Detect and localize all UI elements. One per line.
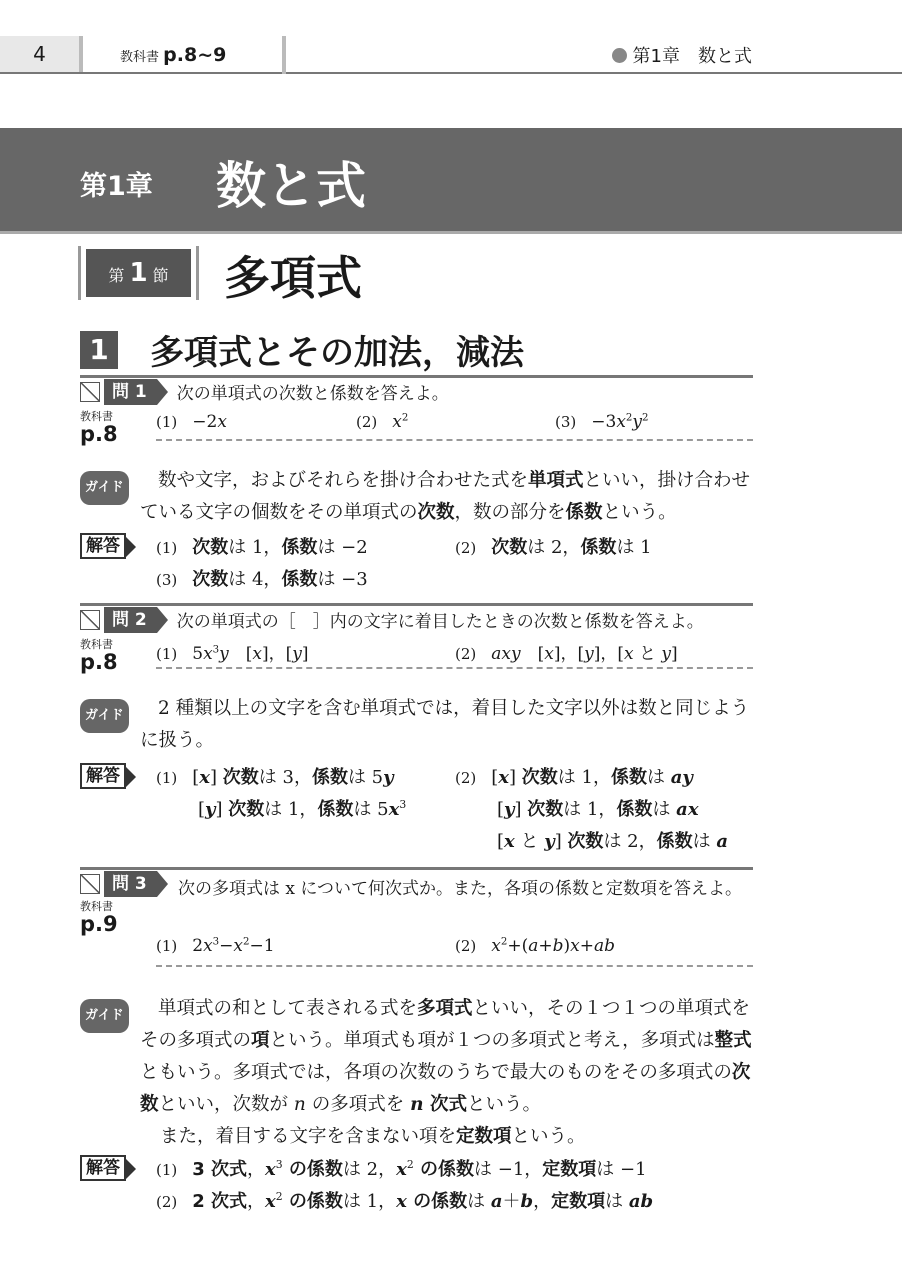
item-number: (2) (455, 937, 492, 955)
item-number: (1) (156, 769, 193, 787)
guide-text (80, 465, 753, 529)
math-var: x (544, 644, 554, 664)
text: ] (670, 644, 678, 664)
bold-term: 係数 (281, 537, 318, 558)
math-var: y (205, 799, 216, 820)
math-var: a (716, 831, 729, 852)
guide-text (80, 693, 753, 757)
bold-term: の係数 (413, 1159, 475, 1180)
guide-body (140, 998, 752, 1115)
text: は −2 (317, 537, 368, 558)
superscript: 3 (212, 936, 220, 948)
text: は 1， (228, 537, 282, 558)
text: という。 (602, 502, 677, 523)
item (156, 639, 309, 664)
text: という。 (467, 1094, 542, 1115)
superscript: 2 (625, 412, 633, 424)
bold-term: 2 次式 (192, 1191, 248, 1212)
bold-term: 次数 (521, 767, 558, 788)
answer-block (80, 533, 753, 597)
textbook-ref (80, 901, 118, 935)
text: は 1， (557, 767, 611, 788)
bold-term: 定数項 (456, 1126, 512, 1147)
bold-term: 項 (251, 1030, 270, 1051)
math-var: x (570, 936, 580, 956)
question-text: 次の単項式の次数と係数を答えよ。 (176, 384, 449, 404)
math-var: x (616, 412, 626, 432)
textbook-page: p.9 (80, 912, 118, 936)
answer-badge: 解答 (80, 763, 126, 789)
math-var: x (252, 644, 262, 664)
math-var: y (504, 799, 515, 820)
text: −1 (249, 936, 275, 956)
text: −2 (192, 412, 218, 432)
text: ＋ (502, 1191, 521, 1212)
math-var: x (396, 1191, 407, 1212)
question-tag: 問 1 (104, 379, 157, 405)
text: − (219, 936, 234, 956)
text: ， (247, 1159, 266, 1180)
text: ] (215, 799, 229, 820)
textbook-page-ref (120, 44, 226, 66)
text: 2 (192, 936, 204, 956)
bold-term: 次数 (222, 767, 259, 788)
math-var: x (623, 644, 634, 664)
text: という。単項式も項が１つの多項式と考え，多項式は (269, 1030, 715, 1051)
text: といい，その１つ１つの単項式をその多項式の (140, 998, 751, 1051)
text: + (538, 936, 553, 956)
item-number: (2) (356, 413, 393, 431)
answer-badge: 解答 (80, 1155, 126, 1181)
math-var: x (203, 936, 213, 956)
textbook-page: p.8 (80, 650, 118, 674)
text: ] (509, 767, 522, 788)
text: は −1， (474, 1159, 543, 1180)
math-var: x (504, 831, 515, 852)
bold-term: 次数 (567, 831, 604, 852)
answer-line (455, 827, 728, 859)
question-2 (80, 603, 753, 863)
item-number: (2) (455, 769, 492, 787)
text: ]，[ (262, 644, 293, 664)
superscript: 3 (275, 1158, 283, 1171)
math-var: x (498, 767, 510, 788)
text: −3 (591, 412, 617, 432)
chapter-ref (612, 42, 752, 68)
section-suffix: 節 (152, 266, 169, 285)
text: は 1， (563, 799, 617, 820)
text: 5 (192, 644, 204, 664)
question-tag: 問 2 (104, 607, 157, 633)
math-var: x (233, 936, 243, 956)
item (455, 935, 615, 956)
text: は (646, 767, 671, 788)
text: は −3 (317, 569, 368, 590)
checkbox-icon[interactable] (80, 610, 100, 630)
bold-term: 定数項 (542, 1159, 597, 1180)
text: の多項式を (305, 1094, 411, 1115)
math-var: axy (491, 644, 521, 664)
question-3 (80, 867, 753, 1219)
text: ， (533, 1191, 552, 1212)
text: は 1 (616, 537, 652, 558)
section-title: 多項式 (224, 251, 362, 305)
bold-term: 次数 (527, 799, 564, 820)
text: ，数の部分を (454, 502, 566, 523)
answer-item (455, 533, 652, 559)
math-var: y (584, 644, 594, 664)
text: は (467, 1191, 491, 1212)
checkbox-icon[interactable] (80, 874, 100, 894)
guide-badge: ガイド (80, 471, 129, 505)
textbook-page: p.8 (80, 422, 118, 446)
bold-term: 係数 (616, 799, 653, 820)
text: [ (497, 831, 505, 852)
guide-body (140, 470, 750, 523)
answer-badge: 解答 (80, 533, 126, 559)
text: ] (301, 644, 309, 664)
answer-line (455, 763, 728, 795)
bold-term: 多項式 (417, 998, 473, 1019)
text: は 4， (228, 569, 282, 590)
text: ) (563, 936, 571, 956)
math-var: n (293, 1094, 306, 1115)
text: [ (192, 767, 200, 788)
bullet-icon (612, 48, 627, 63)
bold-term: 係数 (565, 502, 603, 523)
text: 2 種類以上の文字を含む単項式では，着目した文字以外は数と同じように扱う。 (140, 698, 750, 751)
text: という。 (511, 1126, 586, 1147)
math-var: y (292, 644, 302, 664)
item-number: (1) (156, 539, 193, 557)
page-number: 4 (0, 36, 83, 72)
textbook-label: 教科書 (80, 410, 113, 423)
chapter-ref-text: 第1章 数と式 (632, 46, 752, 67)
bold-term: 係数 (610, 767, 647, 788)
text: は 5 (353, 799, 389, 820)
math-var: y (383, 767, 394, 788)
answer-item (455, 763, 728, 859)
text: は 2， (603, 831, 657, 852)
guide-text-2 (80, 1121, 753, 1153)
math-var: a (490, 1191, 503, 1212)
math-var: x (217, 412, 227, 432)
item (455, 639, 678, 664)
math-var: x (388, 799, 400, 820)
divider (282, 36, 286, 74)
math-var: y (544, 831, 555, 852)
math-var: n (410, 1094, 424, 1115)
math-var: a (528, 936, 539, 956)
superscript: 2 (243, 936, 250, 948)
math-var: x (203, 644, 213, 664)
text: は (605, 1191, 629, 1212)
bold-term: 係数 (317, 799, 354, 820)
bold-term: の係数 (282, 1159, 343, 1180)
superscript: 3 (399, 798, 407, 811)
subsection-number: 1 (80, 331, 118, 369)
text: 単項式の和として表される式を (158, 998, 418, 1019)
answer-line (455, 795, 728, 827)
text: + (579, 936, 594, 956)
item-number: (2) (156, 1193, 193, 1211)
text: [ (520, 644, 545, 664)
answer-line (156, 795, 406, 827)
bold-term: 次数 (417, 502, 455, 523)
section-number: 1 (129, 258, 148, 288)
item-number: (3) (156, 571, 193, 589)
item-number: (1) (156, 645, 193, 663)
math-var: ab (628, 1191, 654, 1212)
item-number: (1) (156, 937, 193, 955)
text: ]，[ (593, 644, 624, 664)
text: 数や文字，およびそれらを掛け合わせた式を (158, 470, 529, 491)
math-var: ab (593, 936, 616, 956)
section-badge (86, 249, 191, 297)
question-text: 次の単項式の［ ］内の文字に着目したときの次数と係数を答えよ。 (176, 612, 704, 632)
text: [ (228, 644, 253, 664)
text: [ (198, 799, 206, 820)
bold-term: 定数項 (551, 1191, 606, 1212)
text: と (633, 644, 662, 664)
bold-term: 次数 (192, 537, 229, 558)
textbook-label: 教科書 (80, 900, 113, 913)
superscript: 3 (212, 644, 220, 656)
text: は 2， (342, 1159, 397, 1180)
text: [ (497, 799, 505, 820)
text: ] (514, 799, 528, 820)
bold-term: 整式 (714, 1030, 752, 1051)
item-number: (3) (555, 413, 592, 431)
text: は (692, 831, 717, 852)
subsection-heading (80, 325, 524, 374)
superscript: 2 (401, 412, 409, 424)
section-heading (78, 246, 199, 300)
math-var: ax (676, 799, 699, 820)
math-var: y (219, 644, 229, 664)
bold-term: 次数 (228, 799, 265, 820)
item (156, 411, 227, 432)
item-number: (2) (455, 539, 492, 557)
text: は 3， (258, 767, 312, 788)
guide-body (140, 698, 749, 751)
item (356, 411, 408, 432)
text: は 1， (342, 1191, 397, 1212)
textbook-label: 教科書 (120, 50, 160, 65)
text: は 5 (347, 767, 384, 788)
question-1 (80, 375, 753, 597)
question-tag: 問 3 (104, 871, 157, 897)
text: は −1 (596, 1159, 647, 1180)
math-var: y (632, 412, 642, 432)
text: また，着目する文字を含まない項を (160, 1126, 457, 1147)
text: ， (247, 1191, 266, 1212)
question-text: 次の多項式は x について何次式か。また，各項の係数と定数項を答えよ。 (178, 879, 743, 899)
guide-badge: ガイド (80, 999, 129, 1033)
textbook-label: 教科書 (80, 638, 113, 651)
bold-term: 次数 (140, 1062, 751, 1115)
bold-term: 次数 (491, 537, 528, 558)
math-var: x (396, 1159, 407, 1180)
bold-term: 3 次式 (192, 1159, 248, 1180)
bold-term: の係数 (406, 1191, 468, 1212)
chapter-banner (0, 128, 902, 234)
item-number: (1) (156, 1161, 193, 1179)
answer-item (156, 1155, 647, 1181)
answer-item (156, 533, 368, 559)
text: ともいう。多項式では，各項の次数のうちで最大のものをその多項式の (140, 1062, 732, 1083)
text: といい，次数が (158, 1094, 294, 1115)
bold-term: 単項式 (528, 470, 584, 491)
answer-line (156, 763, 406, 795)
math-var: x (265, 1191, 276, 1212)
answer-item (156, 763, 406, 827)
superscript: 2 (275, 1190, 283, 1203)
text: は 1， (264, 799, 318, 820)
math-var: ay (670, 767, 693, 788)
answer-block (80, 763, 753, 863)
answer-block (80, 1155, 753, 1219)
text: +( (507, 936, 529, 956)
item-number: (1) (156, 413, 193, 431)
item-number: (2) (455, 645, 492, 663)
checkbox-icon[interactable] (80, 382, 100, 402)
item (555, 411, 648, 432)
text: [ (491, 767, 499, 788)
bold-term: 係数 (311, 767, 348, 788)
answer-item (156, 1187, 653, 1213)
bold-term: 係数 (281, 569, 318, 590)
textbook-pages: p.8~9 (163, 44, 227, 66)
text: ] (554, 831, 568, 852)
running-header (0, 36, 902, 74)
text: ]，[ (553, 644, 585, 664)
bold-term: 次式 (423, 1094, 467, 1115)
bold-term: 係数 (580, 537, 617, 558)
superscript: 2 (642, 412, 649, 424)
math-var: x (392, 412, 402, 432)
superscript: 2 (500, 936, 508, 948)
math-var: x (491, 936, 501, 956)
superscript: 2 (406, 1158, 414, 1171)
text: は (652, 799, 677, 820)
chapter-label: 第1章 (80, 171, 153, 202)
guide-badge: ガイド (80, 699, 129, 733)
math-var: y (661, 644, 671, 664)
text: と (514, 831, 545, 852)
text: ] (210, 767, 223, 788)
bold-term: 係数 (656, 831, 693, 852)
subsection-title: 多項式とその加法，減法 (150, 333, 524, 373)
guide-text (80, 993, 753, 1121)
section-prefix: 第 (108, 266, 125, 285)
bold-term: 次数 (192, 569, 229, 590)
chapter-title: 数と式 (216, 157, 366, 215)
math-var: b (552, 936, 564, 956)
math-var: x (265, 1159, 276, 1180)
answer-item (156, 565, 368, 591)
math-var: x (199, 767, 211, 788)
text: といい，掛け合わせている文字の個数をその単項式の (140, 470, 751, 523)
item (156, 935, 275, 956)
math-var: b (520, 1191, 534, 1212)
text: は 2， (527, 537, 581, 558)
bold-term: の係数 (282, 1191, 343, 1212)
